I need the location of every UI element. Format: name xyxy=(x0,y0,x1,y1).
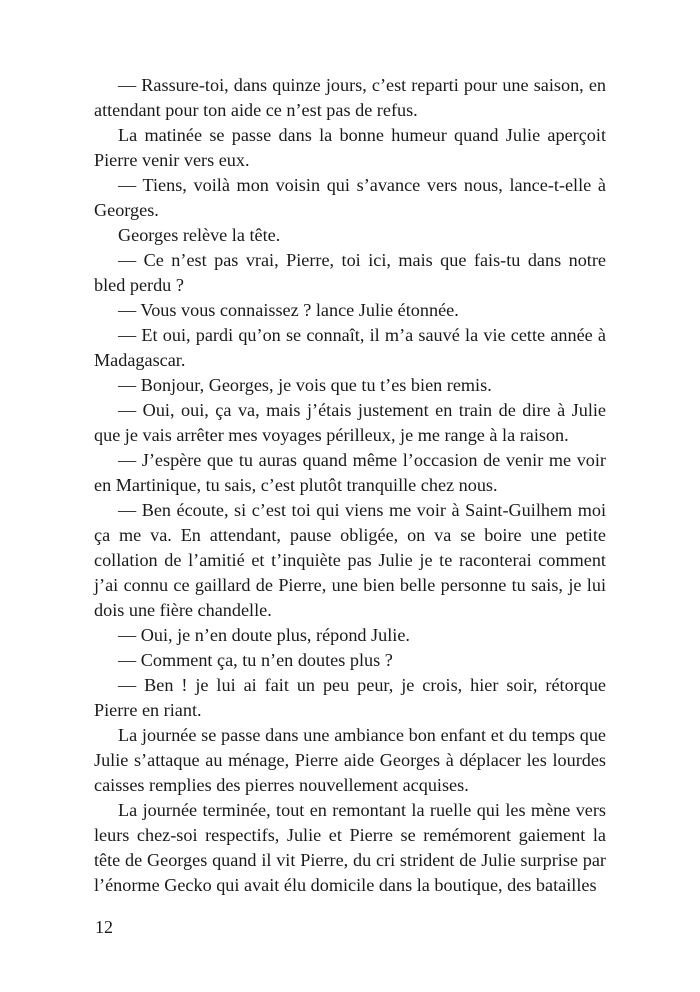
paragraph: — Oui, oui, ça va, mais j’étais justement en train de dire à Julie que je vais arrêter mes voyages périlleux, je me range à la raison. xyxy=(94,400,606,445)
paragraph: La matinée se passe dans la bonne humeur quand Julie aperçoit Pierre venir vers eux. xyxy=(94,125,606,170)
paragraph: Georges relève la tête. xyxy=(118,225,281,245)
paragraph: — Rassure-toi, dans quinze jours, c’est reparti pour une saison, en attendant pour ton aide ce n’est pas de refus. xyxy=(94,75,606,120)
paragraph: — Tiens, voilà mon voisin qui s’avance vers nous, lance-t-elle à Georges. xyxy=(94,175,606,220)
paragraph: — Et oui, pardi qu’on se connaît, il m’a sauvé la vie cette année à Madagascar. xyxy=(94,325,606,370)
paragraph: — J’espère que tu auras quand même l’occasion de venir me voir en Martinique, tu sais, c’est plutôt tranquille chez nous. xyxy=(94,450,606,495)
page-number: 12 xyxy=(95,917,113,937)
paragraph: — Ben écoute, si c’est toi qui viens me voir à Saint-Guilhem moi ça me va. En attendant, pause obligée, on va se boire une petite collation de l’amitié et t’inquiète pas Julie je te raconterai comment j’ai connu ce gaillard de Pierre, une bien belle personne tu sais, je lui dois une fière chandelle. xyxy=(94,500,606,620)
paragraph: — Comment ça, tu n’en doutes plus ? xyxy=(118,650,393,670)
paragraph: La journée se passe dans une ambiance bon enfant et du temps que Julie s’attaque au ménage, Pierre aide Georges à déplacer les lourdes caisses remplies des pierres nouvellement acquises. xyxy=(94,725,606,795)
page-body xyxy=(94,73,606,898)
paragraph: La journée terminée, tout en remontant la ruelle qui les mène vers leurs chez-soi respectifs, Julie et Pierre se remémorent gaiement la tête de Georges quand il vit Pierre, du cri strident de Julie surprise par l’énorme Gecko qui avait élu domicile dans la boutique, des batailles xyxy=(94,800,606,895)
paragraph: — Ben ! je lui ai fait un peu peur, je crois, hier soir, rétorque Pierre en riant. xyxy=(94,675,606,720)
paragraph: — Bonjour, Georges, je vois que tu t’es bien remis. xyxy=(118,375,492,395)
paragraph: — Ce n’est pas vrai, Pierre, toi ici, mais que fais-tu dans notre bled perdu ? xyxy=(94,250,606,295)
paragraph: — Oui, je n’en doute plus, répond Julie. xyxy=(118,625,410,645)
paragraph: — Vous vous connaissez ? lance Julie étonnée. xyxy=(118,300,459,320)
